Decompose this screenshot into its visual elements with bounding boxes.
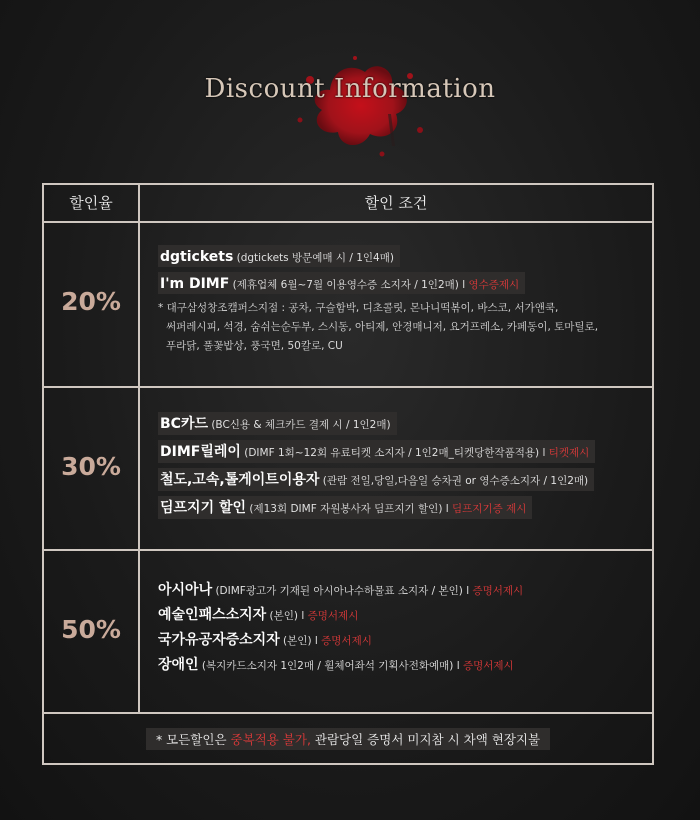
condition-title: 철도,고속,톨게이트이용자 bbox=[160, 472, 320, 488]
condition-detail: (DIMF광고가 기재된 아시아나수하물표 소지자 / 본인) bbox=[212, 585, 463, 597]
condition-detail: (BC신용 & 체크카드 결제 시 / 1인2매) bbox=[208, 419, 391, 431]
condition-item bbox=[158, 604, 523, 624]
proof-required: 티켓제시 bbox=[548, 447, 590, 459]
note-line: * 대구삼성창조캠퍼스지점 : 공차, 구슬함박, 디초콜릿, 몬나니떡볶이, 바스코, 서가앤쿡, bbox=[158, 302, 559, 314]
note-line: 푸라닭, 풀꽃밥상, 풍국면, 50칼로, CU bbox=[166, 340, 343, 352]
condition-title: BC카드 bbox=[160, 416, 208, 432]
table-row bbox=[44, 388, 652, 551]
discount-rate: 20% bbox=[61, 287, 121, 316]
condition-title: DIMF릴레이 bbox=[160, 444, 241, 460]
condition-item bbox=[158, 272, 598, 294]
table-footer-row bbox=[44, 714, 652, 765]
blood-splatter-graphic bbox=[270, 50, 440, 160]
condition-item bbox=[158, 579, 523, 599]
proof-required: 딤프지기증 제시 bbox=[452, 503, 527, 515]
condition-item bbox=[158, 245, 598, 267]
table-row bbox=[44, 551, 652, 714]
condition-title: I'm DIMF bbox=[160, 276, 230, 292]
condition-list bbox=[158, 412, 595, 524]
partner-stores-note bbox=[158, 299, 598, 356]
table-header-row bbox=[44, 185, 652, 223]
header bbox=[0, 40, 700, 160]
condition-detail: (제휴업체 6월~7월 이용영수증 소지자 / 1인2매) bbox=[229, 279, 459, 291]
page-title: Discount Information bbox=[204, 74, 496, 104]
separator: l bbox=[442, 503, 453, 515]
separator: l bbox=[458, 279, 469, 291]
condition-list bbox=[158, 245, 598, 356]
discount-rate: 30% bbox=[61, 452, 121, 481]
condition-detail: (제13회 DIMF 자원봉사자 딤프지기 할인) bbox=[246, 503, 443, 515]
footer-prefix: * 모든할인은 bbox=[155, 732, 231, 747]
header-condition: 할인 조건 bbox=[364, 194, 428, 212]
separator: l bbox=[462, 585, 473, 597]
condition-title: 딤프지기 할인 bbox=[160, 500, 247, 516]
separator: l bbox=[453, 660, 463, 672]
condition-list bbox=[158, 579, 523, 679]
table-row bbox=[44, 223, 652, 388]
proof-required: 영수증제시 bbox=[468, 279, 520, 291]
separator: l bbox=[311, 635, 322, 647]
footer-middle: 관람당일 증명서 미지참 시 차액 현장지불 bbox=[310, 732, 541, 747]
condition-item bbox=[158, 629, 523, 649]
condition-title: 국가유공자증소지자 bbox=[158, 632, 280, 648]
condition-title: 장애인 bbox=[158, 657, 199, 673]
note-line: 써퍼레시피, 석경, 숨쉬는순두부, 스시동, 아티제, 안경매니저, 요거프레소, 카페동이, 토마틸로, bbox=[166, 321, 599, 333]
condition-item bbox=[158, 412, 595, 435]
condition-item bbox=[158, 468, 595, 491]
condition-detail: (복지카드소지자 1인2매 / 휠체어좌석 기획사전화예매) bbox=[198, 660, 454, 672]
condition-detail: (본인) bbox=[279, 635, 312, 647]
condition-detail: (관람 전일,당일,다음일 승차권 or 영수증소지자 / 1인2매) bbox=[319, 475, 589, 487]
condition-detail: (DIMF 1회~12회 유료티켓 소지자 / 1인2매_티켓당한작품적용) bbox=[240, 447, 540, 459]
header-rate: 할인율 bbox=[69, 194, 113, 212]
proof-required: 증명서제시 bbox=[462, 660, 514, 672]
condition-title: 예술인패스소지자 bbox=[158, 607, 267, 623]
proof-required: 증명서제시 bbox=[321, 635, 372, 647]
proof-required: 증명서제시 bbox=[307, 610, 359, 622]
condition-title: dgtickets bbox=[160, 249, 234, 265]
separator: l bbox=[539, 447, 549, 459]
condition-item bbox=[158, 440, 595, 463]
condition-detail: (본인) bbox=[266, 610, 299, 622]
discount-table bbox=[42, 183, 654, 765]
discount-rate: 50% bbox=[61, 615, 121, 644]
condition-detail: (dgtickets 방문예매 시 / 1인4매) bbox=[233, 252, 394, 264]
separator: l bbox=[298, 610, 308, 622]
footer-warning: 중복적용 불가, bbox=[230, 732, 311, 747]
condition-item bbox=[158, 496, 595, 519]
condition-item bbox=[158, 654, 523, 674]
condition-title: 아시아나 bbox=[158, 582, 213, 598]
footer-note bbox=[44, 728, 652, 750]
proof-required: 증명서제시 bbox=[472, 585, 524, 597]
